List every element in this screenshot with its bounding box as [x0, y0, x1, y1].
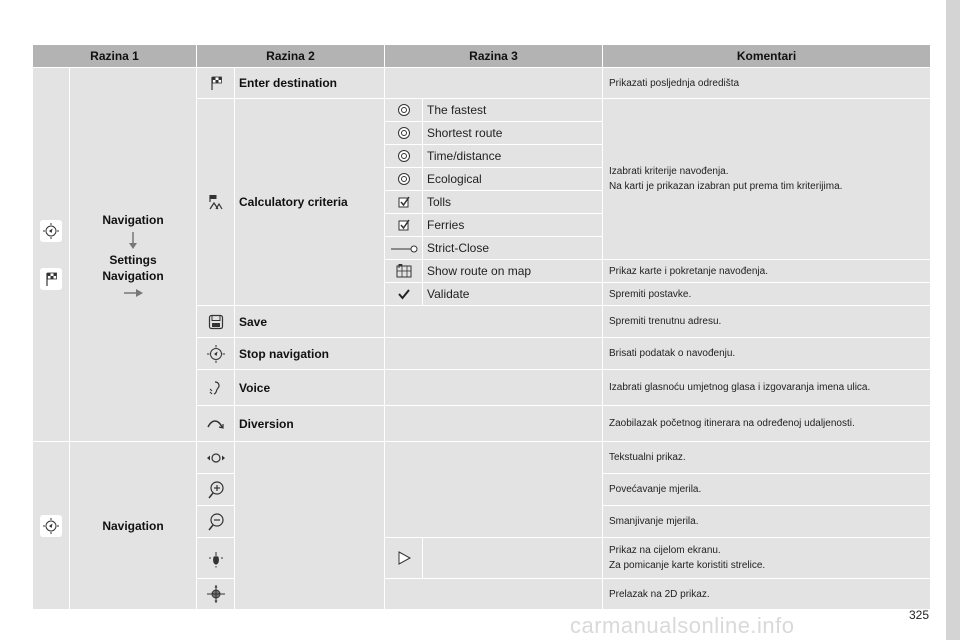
fullscreen-comment-line1: Prikaz na cijelom ekranu. — [609, 545, 721, 556]
radio-icon[interactable] — [397, 103, 411, 117]
calculatory-icon-cell — [197, 99, 235, 306]
header-comments: Komentari — [603, 45, 931, 68]
option-strict-close[interactable]: Strict-Close — [423, 237, 603, 260]
option-icon-cell — [385, 99, 423, 122]
map-control-icon-cell — [197, 579, 235, 610]
stop-navigation-item[interactable]: Stop navigation — [235, 338, 385, 370]
header-level-3: Razina 3 — [385, 45, 603, 68]
checkered-flag-icon — [40, 268, 62, 290]
calculatory-comment-line1: Izabrati kriterije navođenja. — [609, 166, 729, 177]
option-fastest[interactable]: The fastest — [423, 99, 603, 122]
validate-item[interactable]: Validate — [423, 283, 603, 306]
calculatory-comment — [603, 99, 931, 260]
level1-label-navigation-sub: Navigation — [102, 268, 164, 283]
show-route-on-map-item[interactable]: Show route on map — [423, 260, 603, 283]
slider-icon[interactable] — [390, 244, 418, 254]
empty-level2-cell — [235, 442, 385, 610]
empty-level3-cell — [385, 406, 603, 442]
save-icon — [207, 313, 225, 331]
checkbox-icon[interactable] — [397, 195, 411, 209]
empty-level3-cell — [385, 442, 603, 538]
nav-target-icon — [40, 220, 62, 242]
empty-level3-cell — [385, 579, 603, 610]
fullscreen-hand-icon[interactable] — [206, 548, 226, 568]
page-number: 325 — [909, 608, 930, 622]
level3-play-icon-cell — [385, 538, 423, 579]
voice-item[interactable]: Voice — [235, 370, 385, 406]
enter-destination-comment: Prikazati posljednja odredišta — [603, 68, 931, 99]
level1-navigation-map: Navigation — [70, 442, 197, 610]
map-control-icon-cell — [197, 442, 235, 474]
calculatory-criteria-item[interactable]: Calculatory criteria — [235, 99, 385, 306]
validate-comment: Spremiti postavke. — [603, 283, 931, 306]
diversion-icon — [206, 417, 226, 431]
route-flag-icon — [207, 193, 225, 211]
checkbox-icon[interactable] — [397, 218, 411, 232]
checkmark-icon[interactable] — [397, 287, 411, 301]
header-level-2: Razina 2 — [197, 45, 385, 68]
level1-label-navigation: Navigation — [102, 212, 164, 227]
move-arrows-icon[interactable] — [206, 451, 226, 465]
save-icon-cell — [197, 306, 235, 338]
empty-level3-cell — [385, 338, 603, 370]
option-time-distance[interactable]: Time/distance — [423, 145, 603, 168]
option-icon-cell — [385, 168, 423, 191]
watermark: carmanualsonline.info — [570, 613, 795, 638]
level1-navigation-settings — [70, 68, 197, 442]
option-icon-cell — [385, 237, 423, 260]
menu-table — [32, 44, 931, 610]
option-tolls[interactable]: Tolls — [423, 191, 603, 214]
fullscreen-comment — [603, 538, 931, 579]
stop-navigation-icon-cell — [197, 338, 235, 370]
show-route-comment: Prikaz karte i pokretanje navođenja. — [603, 260, 931, 283]
stop-navigation-comment: Brisati podatak o navođenju. — [603, 338, 931, 370]
voice-icon-cell — [197, 370, 235, 406]
zoom-in-comment: Povećavanje mjerila. — [603, 474, 931, 506]
option-icon-cell — [385, 283, 423, 306]
option-icon-cell — [385, 122, 423, 145]
arrow-down-icon — [128, 232, 138, 250]
level1-icons-cell — [33, 68, 70, 442]
map-2d-comment: Prelazak na 2D prikaz. — [603, 579, 931, 610]
level1-label-settings: Settings — [109, 252, 157, 267]
enter-destination-item[interactable]: Enter destination — [235, 68, 385, 99]
zoom-out-comment: Smanjivanje mjerila. — [603, 506, 931, 538]
option-shortest-route[interactable]: Shortest route — [423, 122, 603, 145]
radio-icon[interactable] — [397, 149, 411, 163]
option-icon-cell — [385, 145, 423, 168]
header-level-1: Razina 1 — [33, 45, 197, 68]
option-icon-cell — [385, 214, 423, 237]
map-route-icon[interactable] — [395, 263, 413, 279]
arrow-right-icon — [122, 288, 144, 298]
enter-destination-icon-cell — [197, 68, 235, 99]
diversion-comment: Zaobilazak početnog itinerara na određenoj udaljenosti. — [603, 406, 931, 442]
save-comment: Spremiti trenutnu adresu. — [603, 306, 931, 338]
empty-level3-label-cell — [423, 538, 603, 579]
empty-level3-cell — [385, 306, 603, 338]
zoom-out-icon[interactable] — [207, 512, 225, 532]
map-control-icon-cell — [197, 538, 235, 579]
fullscreen-comment-line2: Za pomicanje karte koristiti strelice. — [609, 560, 766, 571]
play-triangle-icon[interactable] — [396, 550, 412, 566]
diversion-item[interactable]: Diversion — [235, 406, 385, 442]
map-2d-icon[interactable] — [206, 584, 226, 604]
voice-comment: Izabrati glasnoću umjetnog glasa i izgovaranja imena ulica. — [603, 370, 931, 406]
level1-map-icon-cell — [33, 442, 70, 610]
text-view-comment: Tekstualni prikaz. — [603, 442, 931, 474]
map-control-icon-cell — [197, 474, 235, 506]
checkered-flag-icon — [208, 75, 224, 91]
radio-icon[interactable] — [397, 172, 411, 186]
table-row — [33, 442, 931, 474]
diversion-icon-cell — [197, 406, 235, 442]
calculatory-comment-line2: Na karti je prikazan izabran put prema tim kriterijima. — [609, 181, 843, 192]
table-header-row — [33, 45, 931, 68]
option-ferries[interactable]: Ferries — [423, 214, 603, 237]
page-edge-strip — [946, 0, 960, 640]
map-control-icon-cell — [197, 506, 235, 538]
table-row — [33, 68, 931, 99]
save-item[interactable]: Save — [235, 306, 385, 338]
option-ecological[interactable]: Ecological — [423, 168, 603, 191]
empty-level3-cell — [385, 370, 603, 406]
radio-icon[interactable] — [397, 126, 411, 140]
nav-target-icon — [206, 344, 226, 364]
zoom-in-icon[interactable] — [207, 480, 225, 500]
empty-level3-cell — [385, 68, 603, 99]
voice-icon — [207, 379, 225, 397]
option-icon-cell — [385, 191, 423, 214]
nav-target-icon — [40, 515, 62, 537]
option-icon-cell — [385, 260, 423, 283]
